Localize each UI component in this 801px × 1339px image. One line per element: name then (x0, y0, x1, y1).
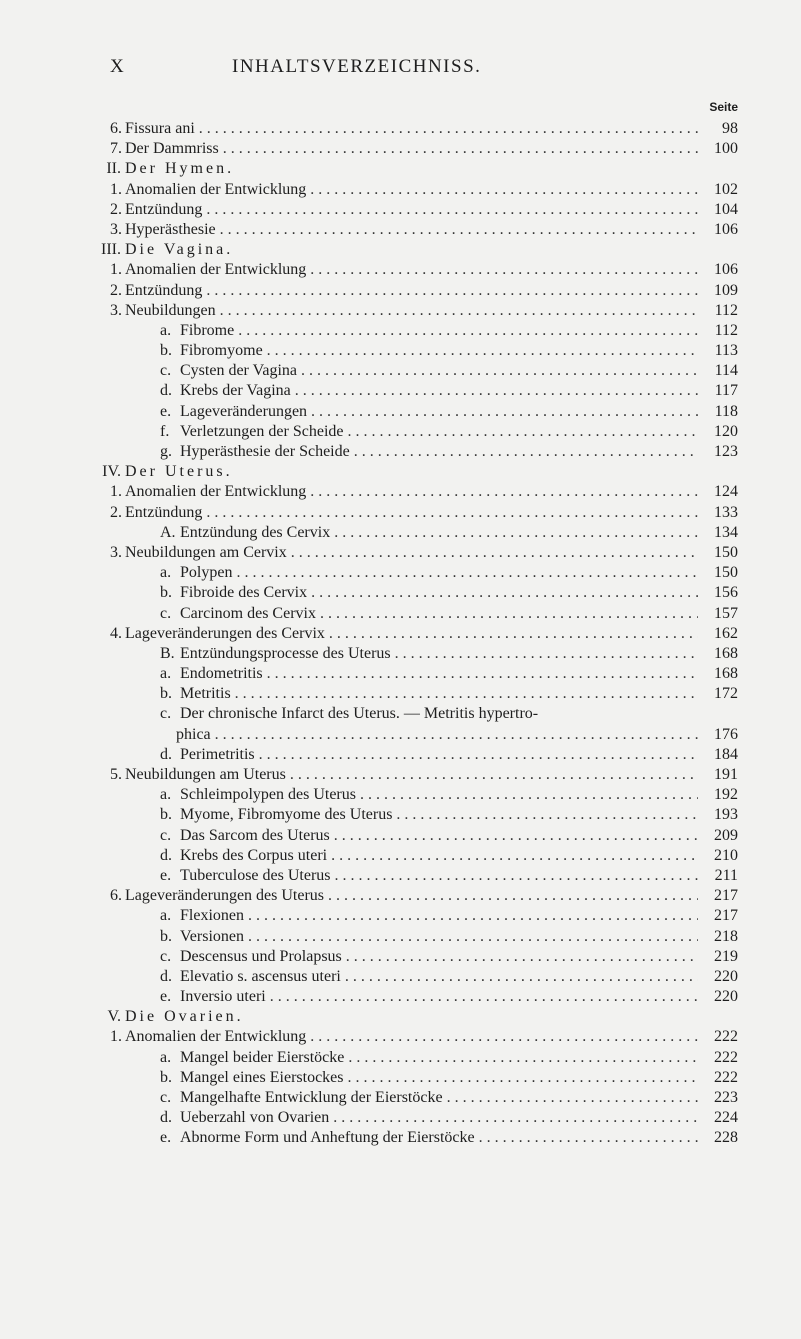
dot-leader (295, 381, 698, 401)
toc-entry (0, 1027, 801, 1047)
toc-entry-title: Fibrome (180, 321, 235, 339)
toc-entry-number: B. (160, 644, 175, 662)
toc-entry (0, 301, 801, 321)
dot-leader (290, 765, 698, 785)
toc-entry-number: II. (106, 160, 121, 178)
dot-leader (347, 422, 698, 442)
toc-entry-title: Anomalien der Entwicklung (125, 261, 307, 279)
dot-leader (270, 987, 698, 1007)
toc-entry-title: Carcinom des Cervix (180, 604, 316, 622)
toc-page-number: 150 (714, 543, 738, 561)
toc-page-number: 217 (714, 907, 738, 925)
toc-entry (0, 644, 801, 664)
toc-entry-title: Neubildungen am Cervix (125, 543, 287, 561)
toc-page-number: 168 (714, 644, 738, 662)
toc-entry-title: Hyperästhesie (125, 220, 216, 238)
toc-entry-title: Perimetritis (180, 745, 255, 763)
toc-entry-title: Lageveränderungen des Cervix (125, 624, 325, 642)
toc-page-number: 123 (714, 443, 738, 460)
toc-entry-number: 3. (110, 220, 122, 238)
toc-page-number: 172 (714, 685, 738, 703)
toc-page-number: 162 (714, 624, 738, 642)
dot-leader (238, 321, 698, 341)
toc-entry (0, 1088, 801, 1108)
toc-entry-number: V. (107, 1008, 121, 1026)
toc-entry-title: Lageveränderungen (180, 402, 308, 420)
toc-page-number: 193 (714, 806, 738, 824)
toc-entry-number: a. (160, 907, 172, 925)
toc-entry-number: 2. (110, 503, 122, 521)
toc-entry-title: Descensus und Prolapsus (180, 947, 342, 965)
toc-entry-number: III. (101, 241, 121, 259)
dot-leader (220, 220, 698, 240)
toc-entry-number: d. (160, 745, 172, 763)
toc-entry (0, 220, 801, 240)
toc-entry-number: d. (160, 382, 172, 400)
toc-entry-title: Entzündung (125, 281, 203, 299)
dot-leader (311, 402, 698, 422)
toc-entry-number: c. (160, 826, 172, 844)
toc-entry (0, 725, 801, 745)
toc-section-heading (0, 462, 801, 482)
dot-leader (206, 281, 698, 301)
dot-leader (220, 301, 698, 321)
toc-entry-title: Entzündung (125, 503, 203, 521)
toc-entry-title: Krebs der Vagina (180, 382, 291, 400)
dot-leader (267, 664, 698, 684)
toc-entry (0, 260, 801, 280)
toc-entry-number: c. (160, 705, 172, 723)
toc-page-number: 211 (714, 866, 738, 884)
toc-page-number: 112 (714, 321, 738, 339)
dot-leader (346, 947, 698, 967)
toc-page-number: 191 (714, 766, 738, 783)
toc-entry-number: a. (160, 665, 172, 683)
dot-leader (395, 644, 698, 664)
toc-entry-title: Schleimpolypen des Uterus (180, 786, 356, 804)
toc-page-number: 133 (714, 503, 738, 521)
dot-leader (310, 180, 698, 200)
toc-entry-title: Neubildungen am Uterus (125, 766, 286, 783)
toc-entry (0, 281, 801, 301)
toc-entry-title: Versionen (180, 927, 244, 945)
toc-entry-title: Lageveränderungen des Uterus (125, 887, 325, 905)
dot-leader (199, 119, 698, 139)
dot-leader (396, 805, 698, 825)
toc-entry-number: e. (160, 866, 172, 884)
toc-entry-number: d. (160, 846, 172, 864)
toc-entry (0, 341, 801, 361)
toc-entry-title: Entzündung des Cervix (180, 523, 331, 541)
dot-leader (215, 725, 698, 745)
toc-entry-title: Verletzungen der Scheide (180, 422, 344, 440)
toc-page-number: 184 (714, 745, 738, 763)
dot-leader (447, 1088, 698, 1108)
dot-leader (236, 563, 698, 583)
toc-entry (0, 906, 801, 926)
toc-page-number: 150 (714, 564, 738, 582)
toc-entry-title: Der chronische Infarct des Uterus. — Metritis hypertro- (180, 705, 539, 723)
toc-entry (0, 402, 801, 422)
toc-page-number: 117 (714, 382, 738, 400)
toc-entry-number: a. (160, 321, 172, 339)
toc-entry-title: Tuberculose des Uterus (180, 866, 331, 884)
toc-page-number: 219 (714, 947, 738, 965)
toc-page-number: 134 (714, 523, 738, 541)
toc-page-number: 209 (714, 826, 738, 844)
toc-page-number: 157 (714, 604, 738, 622)
toc-entry (0, 987, 801, 1007)
section-title: Der Uterus. (125, 463, 233, 481)
toc-entry-number: 6. (110, 887, 122, 905)
toc-entry-title: Ueberzahl von Ovarien (180, 1109, 330, 1127)
dot-leader (360, 785, 698, 805)
section-title: Die Ovarien. (125, 1008, 244, 1026)
toc-entry (0, 1068, 801, 1088)
dot-leader (301, 361, 698, 381)
dot-leader (223, 139, 698, 159)
dot-leader (328, 886, 698, 906)
section-title: Der Hymen. (125, 160, 235, 178)
toc-page-number: 222 (714, 1028, 738, 1046)
toc-page-number: 218 (714, 927, 738, 945)
toc-entry-title: Entzündung (125, 200, 203, 218)
toc-page-number: 98 (722, 120, 738, 137)
toc-entry-number: c. (160, 1089, 172, 1106)
toc-entry-number: 6. (110, 120, 122, 137)
table-of-contents (0, 119, 801, 1149)
toc-entry-title: Das Sarcom des Uterus (180, 826, 330, 844)
toc-entry (0, 200, 801, 220)
toc-entry-number: e. (160, 988, 172, 1006)
section-title: Die Vagina. (125, 241, 234, 259)
dot-leader (206, 200, 698, 220)
toc-entry-number: 2. (110, 200, 122, 218)
dot-leader (354, 442, 698, 462)
dot-leader (259, 745, 698, 765)
toc-page-number: 118 (714, 402, 738, 420)
column-heading: Seite (709, 100, 738, 114)
toc-entry (0, 563, 801, 583)
dot-leader (310, 1027, 698, 1047)
toc-entry-title: Anomalien der Entwicklung (125, 1028, 307, 1046)
toc-entry-number: g. (160, 443, 172, 460)
dot-leader (348, 1048, 698, 1068)
toc-entry-number: c. (160, 947, 172, 965)
dot-leader (311, 583, 698, 603)
toc-page-number: 192 (714, 786, 738, 804)
toc-page-number: 156 (714, 584, 738, 602)
dot-leader (334, 523, 698, 543)
dot-leader (335, 866, 699, 886)
toc-page-number: 168 (714, 665, 738, 683)
toc-page-number: 112 (714, 301, 738, 319)
dot-leader (345, 967, 698, 987)
toc-entry (0, 180, 801, 200)
toc-entry-title: phica (176, 725, 211, 743)
toc-entry (0, 482, 801, 502)
toc-page-number: 109 (714, 281, 738, 299)
toc-entry-number: 1. (110, 483, 122, 501)
toc-entry-number: 5. (110, 766, 122, 783)
toc-entry-title: Mangelhafte Entwicklung der Eierstöcke (180, 1089, 443, 1106)
toc-entry (0, 886, 801, 906)
toc-page-number: 217 (714, 887, 738, 905)
toc-entry (0, 704, 801, 724)
dot-leader (333, 1108, 698, 1128)
toc-entry (0, 624, 801, 644)
dot-leader (291, 543, 698, 563)
toc-entry (0, 866, 801, 886)
toc-entry-title: Flexionen (180, 907, 244, 925)
toc-page-number: 124 (714, 483, 738, 501)
toc-section-heading (0, 1007, 801, 1027)
toc-entry-title: Neubildungen (125, 301, 216, 319)
toc-entry (0, 119, 801, 139)
toc-entry-title: Der Dammriss (125, 140, 219, 158)
toc-entry (0, 321, 801, 341)
dot-leader (479, 1128, 698, 1148)
toc-entry-number: b. (160, 584, 172, 602)
toc-section-heading (0, 240, 801, 260)
toc-entry-number: 7. (110, 140, 122, 158)
dot-leader (331, 846, 698, 866)
toc-entry-number: 1. (110, 180, 122, 198)
toc-entry-number: 1. (110, 261, 122, 279)
toc-entry (0, 785, 801, 805)
toc-entry (0, 967, 801, 987)
toc-entry-number: 2. (110, 281, 122, 299)
toc-page-number: 176 (714, 725, 738, 743)
toc-entry (0, 361, 801, 381)
toc-entry-title: Fibromyome (180, 342, 263, 360)
running-header (0, 56, 801, 82)
dot-leader (235, 684, 698, 704)
toc-entry (0, 1108, 801, 1128)
toc-entry (0, 604, 801, 624)
toc-entry (0, 1048, 801, 1068)
toc-entry-title: Anomalien der Entwicklung (125, 483, 307, 501)
toc-entry-number: b. (160, 685, 172, 703)
toc-entry-number: e. (160, 1129, 172, 1147)
toc-entry (0, 664, 801, 684)
toc-entry-number: b. (160, 1068, 172, 1086)
toc-entry (0, 442, 801, 462)
dot-leader (320, 604, 698, 624)
toc-entry (0, 381, 801, 401)
toc-entry-title: Inversio uteri (180, 988, 266, 1006)
toc-entry-number: d. (160, 967, 172, 985)
toc-entry (0, 139, 801, 159)
dot-leader (310, 482, 698, 502)
toc-entry (0, 846, 801, 866)
toc-entry-number: a. (160, 1048, 172, 1066)
toc-page-number: 106 (714, 261, 738, 279)
toc-entry-number: A. (160, 523, 176, 541)
toc-entry-number: a. (160, 564, 172, 582)
toc-entry (0, 745, 801, 765)
toc-entry (0, 684, 801, 704)
toc-entry (0, 927, 801, 947)
dot-leader (248, 927, 698, 947)
toc-entry (0, 523, 801, 543)
toc-entry-number: e. (160, 402, 172, 420)
toc-entry-number: 3. (110, 543, 122, 561)
toc-entry-title: Metritis (180, 685, 231, 703)
toc-entry-title: Abnorme Form und Anheftung der Eierstöcke (180, 1129, 475, 1147)
toc-section-heading (0, 159, 801, 179)
toc-page-number: 222 (714, 1068, 738, 1086)
toc-entry-number: c. (160, 362, 172, 380)
toc-entry-number: c. (160, 604, 172, 622)
toc-entry-title: Polypen (180, 564, 233, 582)
toc-entry (0, 826, 801, 846)
toc-entry-number: 1. (110, 1028, 122, 1046)
toc-page-number: 224 (714, 1109, 738, 1127)
toc-entry (0, 503, 801, 523)
dot-leader (329, 624, 698, 644)
toc-entry-title: Entzündungsprocesse des Uterus (180, 644, 391, 662)
toc-entry-number: 4. (110, 624, 122, 642)
dot-leader (248, 906, 698, 926)
toc-page-number: 100 (714, 140, 738, 158)
toc-entry (0, 765, 801, 785)
toc-page-number: 220 (714, 988, 738, 1006)
toc-entry-title: Elevatio s. ascensus uteri (180, 967, 341, 985)
toc-entry-title: Mangel eines Eierstockes (180, 1068, 344, 1086)
toc-entry-number: a. (160, 786, 172, 804)
toc-page-number: 228 (714, 1129, 738, 1147)
toc-entry-number: 3. (110, 301, 122, 319)
page-number-roman: X (110, 56, 126, 77)
toc-page-number: 113 (714, 342, 738, 360)
toc-entry-number: IV. (102, 463, 121, 481)
toc-entry-title: Fissura ani (125, 120, 195, 137)
dot-leader (267, 341, 698, 361)
toc-page-number: 220 (714, 967, 738, 985)
toc-entry (0, 1128, 801, 1148)
toc-page-number: 223 (714, 1089, 738, 1106)
toc-entry-title: Endometritis (180, 665, 263, 683)
toc-entry (0, 543, 801, 563)
toc-page-number: 114 (714, 362, 738, 380)
toc-entry (0, 805, 801, 825)
dot-leader (206, 503, 698, 523)
toc-entry-number: b. (160, 806, 172, 824)
toc-page-number: 106 (714, 220, 738, 238)
toc-entry-title: Fibroide des Cervix (180, 584, 308, 602)
dot-leader (310, 260, 698, 280)
toc-entry-number: d. (160, 1109, 172, 1127)
toc-page-number: 222 (714, 1048, 738, 1066)
toc-entry (0, 422, 801, 442)
toc-entry-title: Krebs des Corpus uteri (180, 846, 328, 864)
toc-page-number: 210 (714, 846, 738, 864)
toc-page-number: 104 (714, 200, 738, 218)
dot-leader (334, 826, 698, 846)
page-title: INHALTSVERZEICHNISS. (232, 56, 482, 77)
toc-entry-title: Myome, Fibromyome des Uterus (180, 806, 393, 824)
toc-entry-title: Cysten der Vagina (180, 362, 298, 380)
dot-leader (348, 1068, 699, 1088)
toc-entry-title: Hyperästhesie der Scheide (180, 443, 350, 460)
toc-entry (0, 947, 801, 967)
toc-entry-title: Mangel beider Eierstöcke (180, 1048, 345, 1066)
toc-entry-number: b. (160, 927, 172, 945)
toc-entry (0, 583, 801, 603)
toc-entry-title: Anomalien der Entwicklung (125, 180, 307, 198)
toc-page-number: 102 (714, 180, 738, 198)
toc-entry-number: b. (160, 342, 172, 360)
toc-page-number: 120 (714, 422, 738, 440)
toc-entry-number: f. (160, 422, 170, 440)
